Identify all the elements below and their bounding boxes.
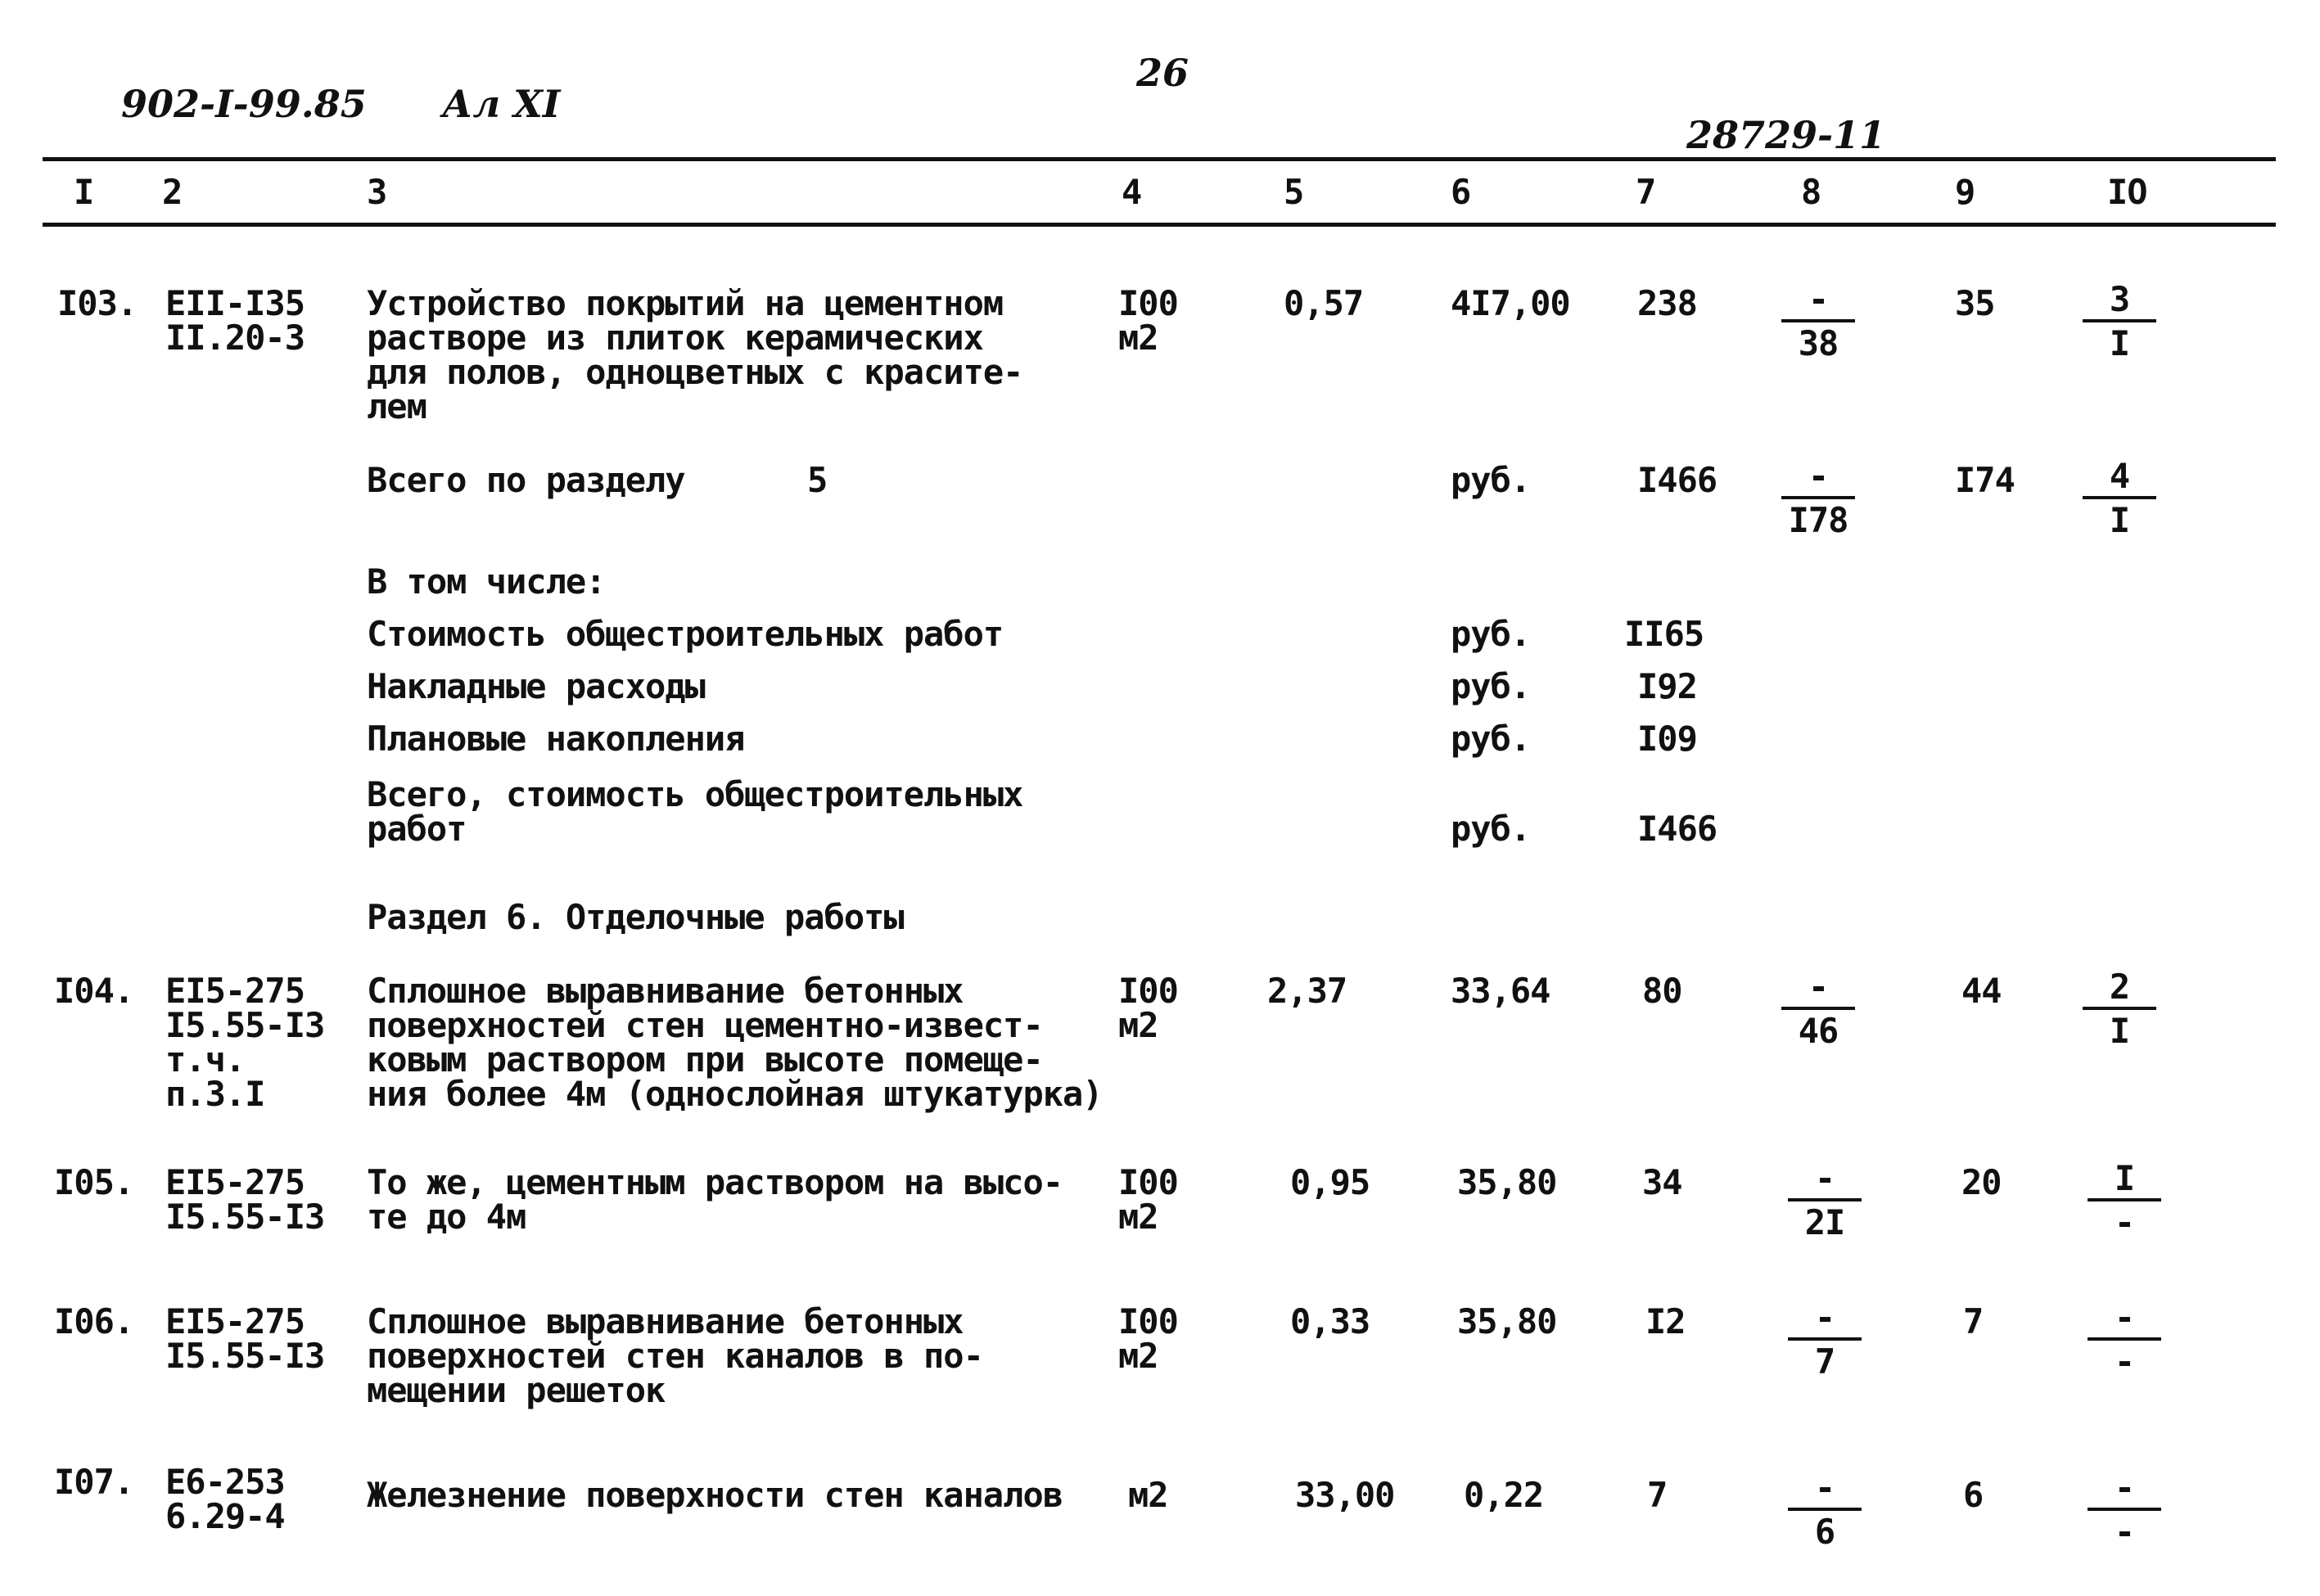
breakdown-value: I92 <box>1637 666 1697 706</box>
row-code: E6-253 6.29-4 <box>165 1462 285 1536</box>
column-header: 3 <box>367 172 387 212</box>
fraction-denominator: I <box>2109 323 2130 363</box>
row-quantity: 0,57 <box>1284 283 1364 323</box>
row-col9: 20 <box>1961 1162 2002 1202</box>
page-number: 26 <box>1136 51 1189 95</box>
fraction-numerator: - <box>1808 279 1829 319</box>
row-total: 80 <box>1642 971 1682 1011</box>
section-total-col10-fraction <box>2083 458 2156 539</box>
fraction-denominator: 46 <box>1798 1011 1839 1051</box>
row-total: I2 <box>1645 1301 1686 1341</box>
row-code: EI5-275 I5.55-I3 <box>165 1301 325 1376</box>
row-unit: I00 м2 <box>1118 1162 1178 1237</box>
row-total: 238 <box>1637 283 1697 323</box>
section-total-label: Всего по разделу <box>367 460 685 500</box>
fraction-numerator: - <box>2114 1468 2135 1508</box>
row-unit-price: 35,80 <box>1457 1301 1557 1341</box>
document-code: 902-I-99.85 <box>121 82 367 126</box>
row-unit-price: 4I7,00 <box>1451 283 1570 323</box>
row-quantity: 0,95 <box>1290 1162 1370 1202</box>
row-unit-price: 0,22 <box>1464 1475 1544 1515</box>
column-header: 6 <box>1451 172 1471 212</box>
row-col8-fraction <box>1781 969 1855 1049</box>
row-quantity: 0,33 <box>1290 1301 1370 1341</box>
fraction-numerator: 3 <box>2109 279 2130 319</box>
row-col8-fraction <box>1788 1470 1862 1550</box>
fraction-numerator: - <box>1814 1158 1835 1198</box>
breakdown-label: Стоимость общестроительных работ <box>367 614 1004 654</box>
row-description: Сплошное выравнивание бетонных поверхностей стен каналов в по- мещении решеток <box>367 1301 983 1410</box>
breakdown-unit: руб. <box>1451 809 1531 849</box>
column-header: IO <box>2107 172 2147 212</box>
row-col8-fraction <box>1781 279 1855 363</box>
row-unit: I00 м2 <box>1118 971 1178 1045</box>
breakdown-label: Накладные расходы <box>367 666 705 706</box>
row-description: Устройство покрытий на цементном растворе из плиток керамических для полов, одноцветных с красите- лем <box>367 283 1023 426</box>
fraction-denominator: 2I <box>1804 1202 1845 1242</box>
row-col9: 44 <box>1961 971 2002 1011</box>
section-total-unit: руб. <box>1451 460 1531 500</box>
row-unit: м2 <box>1128 1475 1168 1515</box>
breakdown-unit: руб. <box>1451 614 1531 654</box>
row-description: То же, цементным раствором на высо- те до 4м <box>367 1162 1063 1237</box>
column-header: 5 <box>1284 172 1304 212</box>
row-col10-fraction <box>2083 969 2156 1049</box>
row-col8-fraction <box>1788 1297 1862 1382</box>
row-quantity: 33,00 <box>1295 1475 1395 1515</box>
fraction-denominator: - <box>2114 1341 2135 1382</box>
row-code: EI5-275 I5.55-I3 т.ч. п.3.I <box>165 971 325 1114</box>
breakdown-value: I09 <box>1637 719 1697 759</box>
column-header: 4 <box>1122 172 1142 212</box>
fraction-numerator: - <box>1814 1297 1835 1337</box>
row-col9: 35 <box>1955 283 1995 323</box>
column-header: 8 <box>1801 172 1821 212</box>
column-header: I <box>74 172 94 212</box>
breakdown-unit: руб. <box>1451 719 1531 759</box>
fraction-numerator: - <box>2114 1297 2135 1337</box>
row-col10-fraction <box>2088 1158 2161 1242</box>
row-col10-fraction <box>2083 279 2156 363</box>
row-description: Сплошное выравнивание бетонных поверхностей стен цементно-извест- ковым раствором при высоте помеще- ния более 4м (однослойная штукатурка) <box>367 971 1103 1114</box>
row-total: 34 <box>1642 1162 1682 1202</box>
breakdown-value: II65 <box>1624 614 1704 654</box>
breakdown-label: Плановые накопления <box>367 719 745 759</box>
fraction-denominator: I <box>2109 500 2130 540</box>
row-col8-fraction <box>1788 1158 1862 1242</box>
row-quantity: 2,37 <box>1267 971 1347 1011</box>
fraction-denominator: - <box>2114 1512 2135 1552</box>
header-bottom-rule <box>43 223 2276 227</box>
row-code: EII-I35 II.20-3 <box>165 283 305 358</box>
row-col9: 6 <box>1963 1475 1984 1515</box>
row-total: 7 <box>1647 1475 1668 1515</box>
row-col9: 7 <box>1963 1301 1984 1341</box>
fraction-denominator: I78 <box>1788 500 1848 540</box>
breakdown-value: I466 <box>1637 809 1717 849</box>
fraction-numerator: 4 <box>2109 456 2130 496</box>
row-unit-price: 33,64 <box>1451 971 1550 1011</box>
fraction-denominator: I <box>2109 1011 2130 1051</box>
row-number: I07. <box>54 1462 134 1502</box>
row-description: Железнение поверхности стен каналов <box>367 1475 1063 1515</box>
fraction-numerator: I <box>2114 1158 2135 1198</box>
row-number: I06. <box>54 1301 134 1341</box>
row-unit-price: 35,80 <box>1457 1162 1557 1202</box>
row-unit: I00 м2 <box>1118 283 1178 358</box>
fraction-numerator: 2 <box>2109 967 2130 1007</box>
fraction-denominator: 38 <box>1798 323 1839 363</box>
fraction-denominator: - <box>2114 1202 2135 1242</box>
breakdown-label: Всего, стоимость общестроительных работ <box>367 774 1023 849</box>
breakdown-unit: руб. <box>1451 666 1531 706</box>
row-number: I04. <box>54 971 134 1011</box>
column-header: 7 <box>1636 172 1656 212</box>
fraction-denominator: 7 <box>1814 1341 1835 1382</box>
section-total-number: 5 <box>807 460 828 500</box>
row-code: EI5-275 I5.55-I3 <box>165 1162 325 1237</box>
row-number: I03. <box>57 283 138 323</box>
fraction-numerator: - <box>1808 456 1829 496</box>
row-unit: I00 м2 <box>1118 1301 1178 1376</box>
header-top-rule <box>43 157 2276 161</box>
row-number: I05. <box>54 1162 134 1202</box>
album-number: Ал XI <box>442 82 561 126</box>
fraction-numerator: - <box>1808 967 1829 1007</box>
including-heading: В том числе: <box>367 561 606 602</box>
column-header: 9 <box>1955 172 1975 212</box>
row-col10-fraction <box>2088 1470 2161 1550</box>
fraction-denominator: 6 <box>1814 1512 1835 1552</box>
fraction-numerator: - <box>1814 1468 1835 1508</box>
section-total-col8-fraction <box>1781 458 1855 539</box>
section-total-value: I466 <box>1637 460 1717 500</box>
row-col10-fraction <box>2088 1297 2161 1382</box>
register-number: 28729-11 <box>1686 113 1886 157</box>
column-header: 2 <box>162 172 183 212</box>
section-heading: Раздел 6. Отделочные работы <box>367 897 904 937</box>
section-total-col9: I74 <box>1955 460 2015 500</box>
